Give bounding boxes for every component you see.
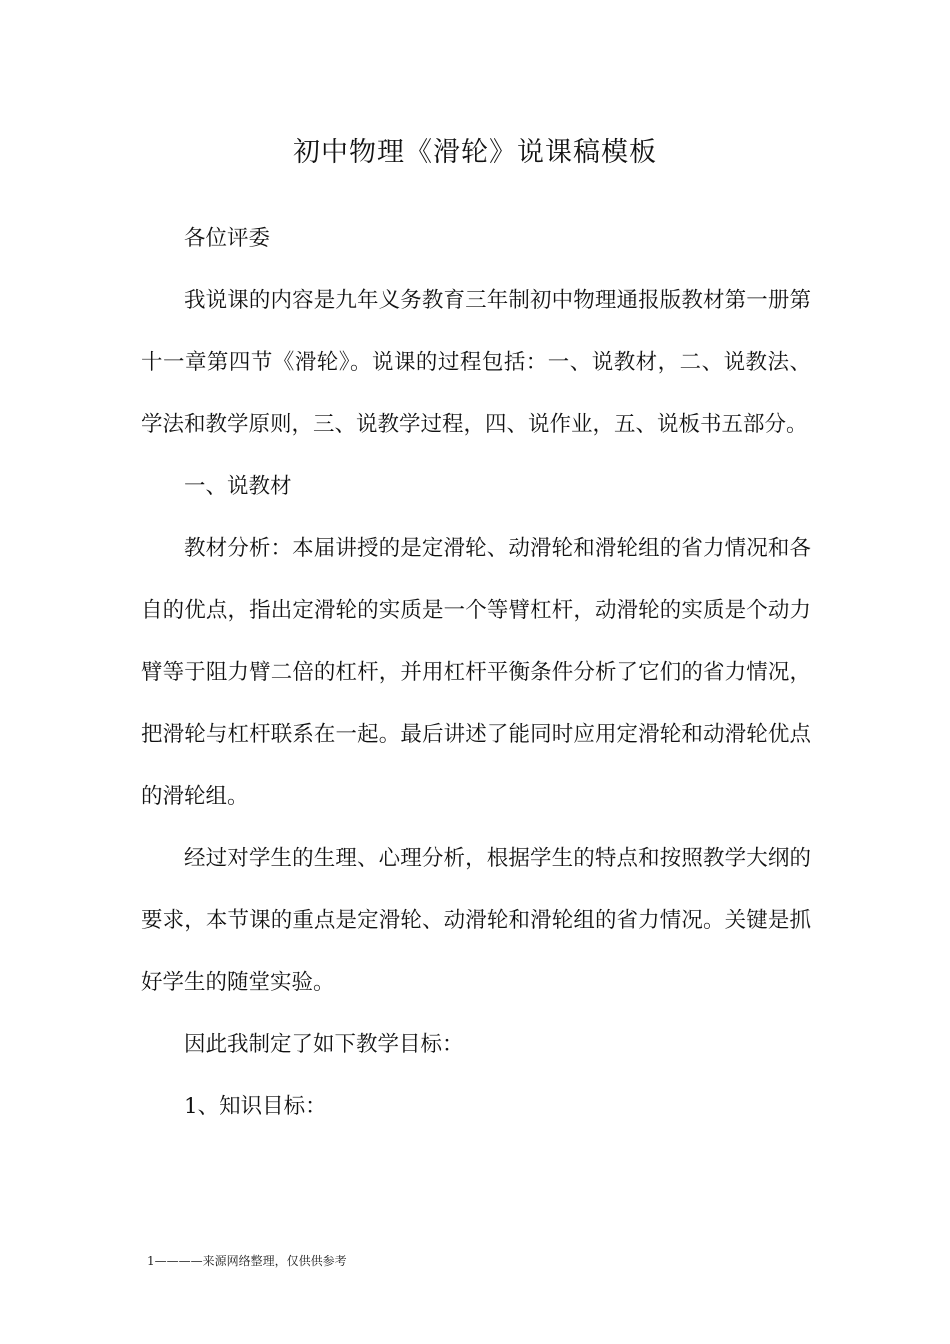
heading-section-one: 一、说教材 <box>184 474 292 499</box>
paragraph-intro: 我说课的内容是九年义务教育三年制初中物理通报版教材第一册第十一章第四节《滑轮》。说课的过程包括：一、说教材，二、说教法、学法和教学原则，三、说教学过程，四、说作业，五、说板书五部分。 <box>141 288 811 437</box>
paragraph-greeting: 各位评委 <box>184 226 271 251</box>
paragraph-material-analysis: 教材分析：本届讲授的是定滑轮、动滑轮和滑轮组的省力情况和各自的优点，指出定滑轮的实质是一个等臂杠杆，动滑轮的实质是个动力臂等于阻力臂二倍的杠杆，并用杠杆平衡条件分析了它们的省力情况，把滑轮与杠杆联系在一起。最后讲述了能同时应用定滑轮和动滑轮优点的滑轮组。 <box>141 536 811 809</box>
document-body <box>141 208 811 1138</box>
page-footer: 1————来源网络整理，仅供供参考 <box>147 1254 347 1268</box>
paragraph-objectives-intro: 因此我制定了如下教学目标： <box>184 1032 464 1057</box>
paragraph-key-points: 经过对学生的生理、心理分析，根据学生的特点和按照教学大纲的要求，本节课的重点是定滑轮、动滑轮和滑轮组的省力情况。关键是抓好学生的随堂实验。 <box>141 846 811 995</box>
document-title: 初中物理《滑轮》说课稿模板 <box>293 137 657 168</box>
paragraph-knowledge-objective: 1、知识目标： <box>184 1094 327 1119</box>
